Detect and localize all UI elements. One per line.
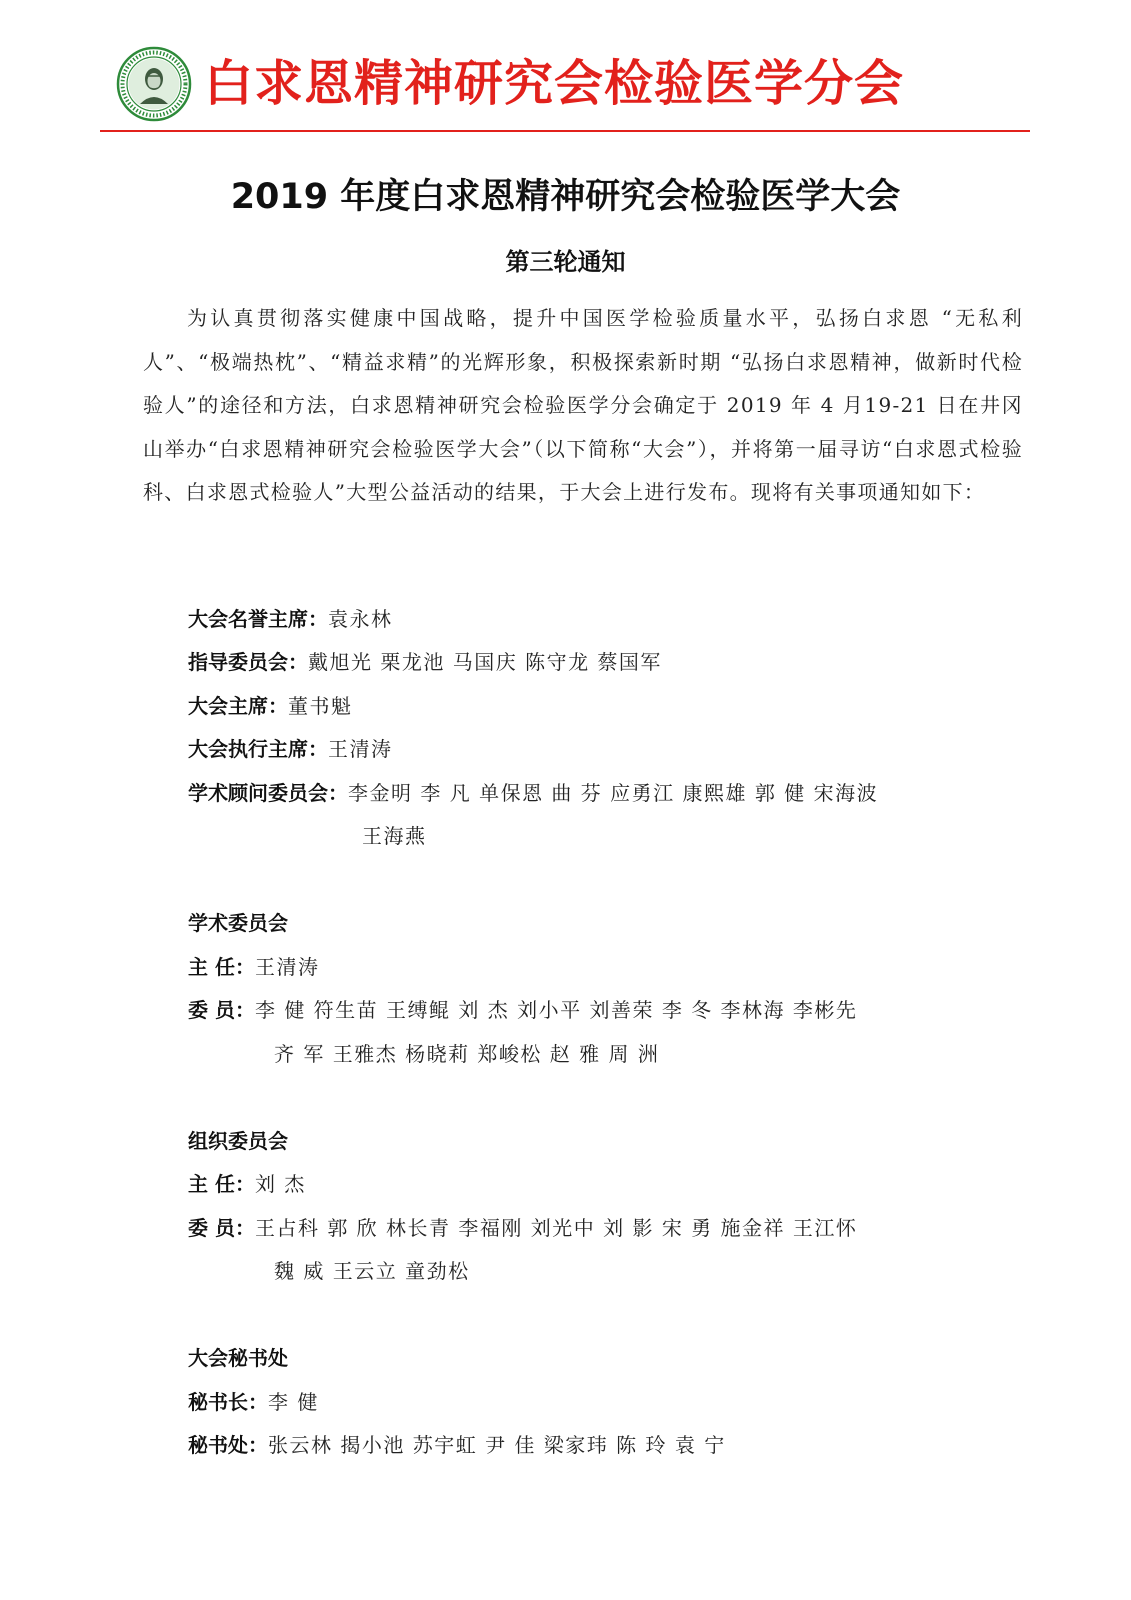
guidance-committee-row	[188, 641, 1028, 685]
organizing-director-row	[188, 1163, 1028, 1207]
secretary-general-value: 李 健	[268, 1390, 319, 1414]
secretariat-office-value: 张云林 揭小池 苏宇虹 尹 佳 梁家玮 陈 玲 袁 宁	[268, 1433, 726, 1457]
organizing-members-continued: 魏 威 王云立 童劲松	[274, 1259, 470, 1283]
chair-value: 董书魁	[288, 694, 353, 718]
exec-chair-label: 大会执行主席：	[188, 737, 328, 761]
honorary-chair-value: 袁永林	[328, 607, 393, 631]
honorary-chair-row	[188, 598, 1028, 642]
academic-members-value: 李 健 符生苗 王缚鲲 刘 杰 刘小平 刘善荣 李 冬 李林海 李彬先	[254, 998, 858, 1022]
honorary-chair-label: 大会名誉主席：	[188, 607, 328, 631]
advisory-committee-value: 李金明 李 凡 单保恩 曲 芬 应勇江 康熙雄 郭 健 宋海波	[348, 781, 879, 805]
organizing-members-row	[188, 1207, 1028, 1251]
exec-chair-row	[188, 728, 1028, 772]
organizing-members-value: 王占科 郭 欣 林长青 李福刚 刘光中 刘 影 宋 勇 施金祥 王江怀	[254, 1216, 858, 1240]
page-subtitle: 第三轮通知	[505, 248, 626, 276]
intro-paragraph: 为认真贯彻落实健康中国战略，提升中国医学检验质量水平，弘扬白求恩 “无私利人”、“极端热枕”、“精益求精”的光辉形象，积极探索新时期 “弘扬白求恩精神，做新时代检验人”的途径和方法，白求恩精神研究会检验医学分会确定于 2019 年 4 月19-21 日在井冈山举办“白求恩精神研究会检验医学大会”（以下简称“大会”），并将第一届寻访“白求恩式检验科、白求恩式检验人”大型公益活动的结果，于大会上进行发布。现将有关事项通知如下：	[143, 306, 1023, 504]
advisory-committee-label: 学术顾问委员会：	[188, 781, 348, 805]
guidance-committee-label: 指导委员会：	[188, 650, 308, 674]
academic-members-label: 委 员：	[188, 998, 255, 1022]
academic-committee-heading: 学术委员会	[188, 911, 288, 935]
advisory-committee-continued: 王海燕	[362, 824, 427, 848]
organizing-members-label: 委 员：	[188, 1216, 255, 1240]
secretary-general-label: 秘书长：	[188, 1390, 268, 1414]
organizing-director-value: 刘 杰	[254, 1172, 306, 1196]
organizing-committee-heading: 组织委员会	[188, 1129, 288, 1153]
chair-row	[188, 685, 1028, 729]
bethune-seal-icon	[116, 46, 192, 122]
guidance-committee-value: 戴旭光 栗龙池 马国庆 陈守龙 蔡国军	[308, 650, 662, 674]
secretariat-office-label: 秘书处：	[188, 1433, 268, 1457]
academic-director-value: 王清涛	[254, 955, 320, 979]
page-title: 2019 年度白求恩精神研究会检验医学大会	[230, 177, 901, 217]
exec-chair-value: 王清涛	[328, 737, 393, 761]
header-divider	[100, 130, 1030, 132]
academic-members-continued: 齐 军 王雅杰 杨晓莉 郑峻松 赵 雅 周 洲	[274, 1042, 660, 1066]
academic-members-row	[188, 989, 1028, 1033]
org-name: 白求恩精神研究会检验医学分会	[204, 55, 905, 112]
secretariat-office-row	[188, 1424, 1028, 1468]
academic-director-row	[188, 946, 1028, 990]
academic-director-label: 主 任：	[188, 955, 255, 979]
chair-label: 大会主席：	[188, 694, 288, 718]
letterhead	[110, 40, 1030, 135]
organizing-director-label: 主 任：	[188, 1172, 255, 1196]
secretary-general-row	[188, 1381, 1028, 1425]
advisory-committee-row	[188, 772, 1028, 816]
secretariat-heading: 大会秘书处	[188, 1346, 288, 1370]
